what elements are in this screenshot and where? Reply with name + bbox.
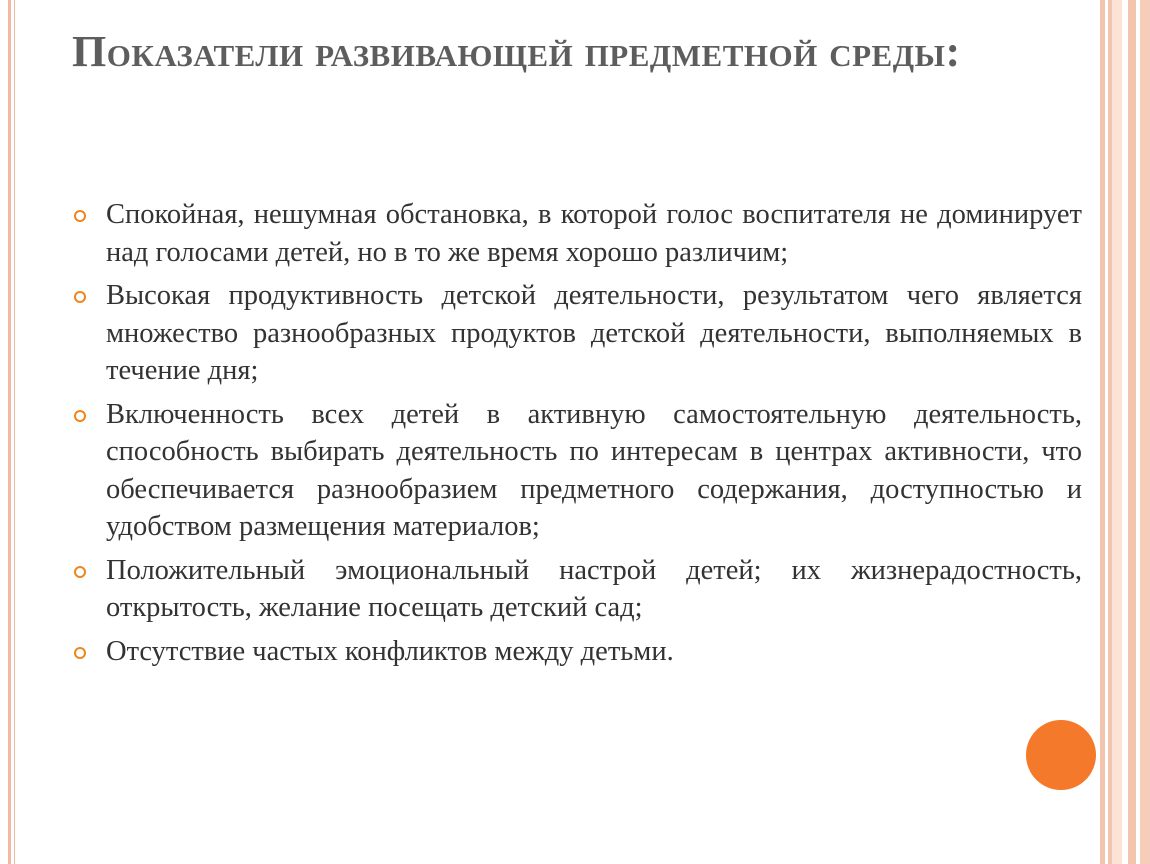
hollow-circle-bullet-icon xyxy=(74,410,86,422)
list-item xyxy=(72,552,1082,627)
list-item xyxy=(72,196,1082,271)
list-item-text: Положительный эмоциональный настрой детей; их жизнерадостность, открытость, желание посещать детский сад; xyxy=(106,554,1082,623)
left-border-line-inner xyxy=(14,0,15,864)
list-item-text: Отсутствие частых конфликтов между детьми. xyxy=(106,635,674,667)
hollow-circle-bullet-icon xyxy=(74,291,86,303)
right-decorative-stripes xyxy=(1100,0,1150,864)
list-item-text: Спокойная, нешумная обстановка, в которой голос воспитателя не доминирует над голосами детей, но в то же время хорошо различим; xyxy=(106,199,1082,268)
hollow-circle-bullet-icon xyxy=(74,566,86,578)
list-item-text: Высокая продуктивность детской деятельности, результатом чего является множество разнообразных продуктов детской деятельности, выполняемых в течение дня; xyxy=(106,280,1082,386)
left-border-line xyxy=(8,0,11,864)
list-item xyxy=(72,633,1082,671)
stripe xyxy=(1140,0,1150,864)
stripe xyxy=(1112,0,1122,864)
bullet-list xyxy=(72,196,1082,676)
slide-title: Показатели развивающей предметной среды: xyxy=(72,27,961,76)
hollow-circle-bullet-icon xyxy=(74,647,86,659)
list-item xyxy=(72,277,1082,390)
stripe xyxy=(1128,0,1136,864)
orange-circle-decoration xyxy=(1026,720,1096,790)
hollow-circle-bullet-icon xyxy=(74,210,86,222)
list-item-text: Включенность всех детей в активную самостоятельную деятельность, способность выбирать деятельность по интересам в центрах активности, что обеспечивается разнообразием предметного содержания, доступностью и удобством размещения материалов; xyxy=(106,398,1082,542)
list-item xyxy=(72,396,1082,546)
